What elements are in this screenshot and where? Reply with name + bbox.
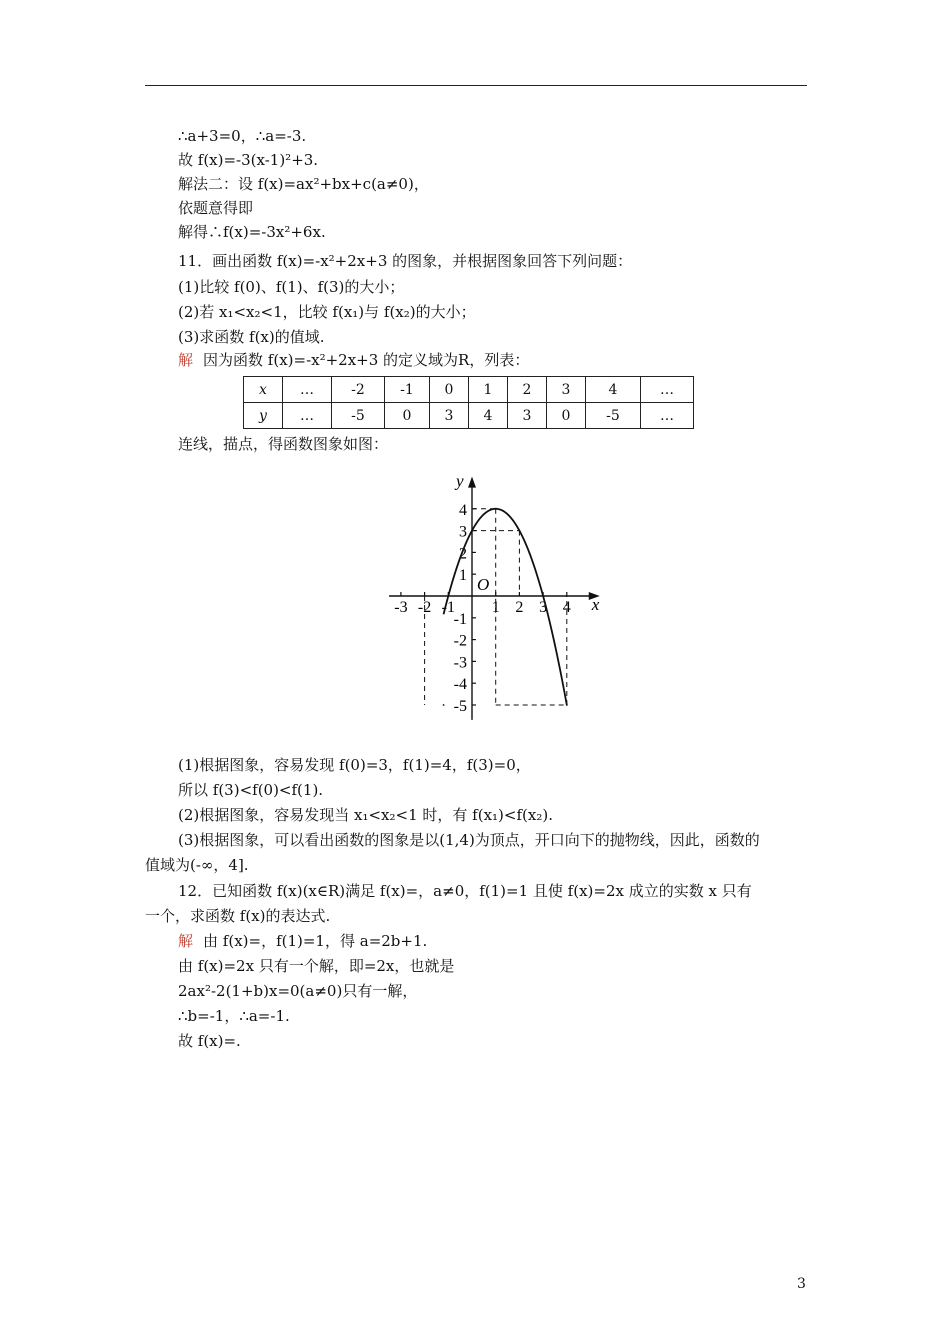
data-point	[495, 508, 497, 510]
solution-11-intro: 解 因为函数 f(x)=-x²+2x+3 的定义域为R，列表：	[178, 351, 530, 369]
table-cell: 0	[547, 403, 586, 429]
table-cell: 0	[385, 403, 430, 429]
table-cell: …	[641, 377, 694, 403]
x-tick-label: -3	[394, 599, 408, 616]
y-tick-label: 4	[459, 501, 467, 519]
x-tick-label: -1	[441, 599, 455, 616]
solution-label: 解	[178, 932, 194, 950]
y-tick-label: -3	[453, 654, 467, 672]
problem-11-part-3: (3)求函数 f(x)的值域.	[178, 328, 325, 346]
table-cell: 2	[508, 377, 547, 403]
y-axis-label: y	[456, 471, 464, 491]
answer-line: (3)根据图象，可以看出函数的图象是以(1,4)为顶点，开口向下的抛物线，因此，函数的	[178, 831, 760, 849]
x-tick-label: 2	[515, 599, 524, 616]
table-cell: 1	[469, 377, 508, 403]
y-tick-label: -2	[453, 632, 467, 650]
table-cell: 4	[586, 377, 641, 403]
solution-12-first: 解 由 f(x)=，f(1)=1，得 a=2b+1.	[178, 932, 428, 950]
problem-12-statement: 12．已知函数 f(x)(x∈R)满足 f(x)=，a≠0，f(1)=1 且使 f(x)=2x 成立的实数 x 只有	[178, 882, 752, 900]
table-cell: 4	[469, 403, 508, 429]
x-axis-label: x	[591, 595, 600, 614]
table-cell: …	[283, 403, 332, 429]
table-cell: …	[283, 377, 332, 403]
graph-caption: 连线，描点，得函数图象如图：	[178, 435, 389, 453]
text-line: 解得∴f(x)=-3x²+6x.	[178, 223, 326, 241]
data-point	[542, 595, 544, 597]
data-point	[566, 704, 568, 706]
table-cell: -5	[332, 403, 385, 429]
table-cell: 3	[508, 403, 547, 429]
table-cell: 3	[430, 403, 469, 429]
y-tick-label: 2	[459, 545, 467, 563]
table-cell: y	[244, 403, 283, 429]
y-tick-label: 3	[459, 523, 467, 541]
table-cell: x	[244, 377, 283, 403]
data-point	[471, 530, 473, 532]
answer-line: 所以 f(3)<f(0)<f(1).	[178, 781, 324, 799]
page-number: 3	[797, 1276, 806, 1292]
x-tick-label: 4	[562, 599, 571, 616]
problem-12-statement: 一个，求函数 f(x)的表达式.	[145, 907, 331, 925]
solution-12-line: 由 f(x)=2x 只有一个解，即=2x，也就是	[178, 957, 455, 975]
table-cell: 0	[430, 377, 469, 403]
problem-11-part-1: (1)比较 f(0)、f(1)、f(3)的大小；	[178, 278, 405, 296]
x-tick-label: 3	[539, 599, 548, 616]
table-cell: 3	[547, 377, 586, 403]
data-point	[443, 704, 445, 706]
y-tick-label: 1	[459, 567, 467, 585]
origin-label: O	[477, 575, 490, 594]
text-line: 依题意得即	[178, 199, 254, 217]
solution-12-line: ∴b=-1，∴a=-1.	[178, 1007, 290, 1025]
table-cell: -2	[332, 377, 385, 403]
y-tick-label: -4	[453, 676, 467, 694]
answer-line: 值域为(-∞，4].	[145, 856, 249, 874]
table-cell: …	[641, 403, 694, 429]
data-point	[447, 595, 449, 597]
problem-11-part-2: (2)若 x₁<x₂<1，比较 f(x₁)与 f(x₂)的大小；	[178, 303, 476, 321]
data-point	[519, 530, 521, 532]
y-tick-label: -5	[453, 698, 467, 715]
solution-12-line: 2ax²-2(1+b)x=0(a≠0)只有一解，	[178, 982, 418, 1000]
y-axis-arrow	[468, 477, 476, 488]
table-cell: -5	[586, 403, 641, 429]
solution-label: 解	[178, 351, 194, 369]
x-tick-label: 1	[491, 599, 500, 616]
answer-line: (1)根据图象，容易发现 f(0)=3，f(1)=4，f(3)=0，	[178, 756, 531, 774]
answer-line: (2)根据图象，容易发现当 x₁<x₂<1 时，有 f(x₁)<f(x₂).	[178, 806, 553, 824]
problem-11-statement: 11．画出函数 f(x)=-x²+2x+3 的图象，并根据图象回答下列问题：	[178, 252, 633, 270]
table-cell: -1	[385, 377, 430, 403]
text-line: 故 f(x)=-3(x-1)²+3.	[178, 151, 319, 169]
text-line: 解法二：设 f(x)=ax²+bx+c(a≠0)，	[178, 175, 429, 193]
solution-12-line: 故 f(x)=.	[178, 1032, 241, 1050]
x-tick-label: -2	[417, 599, 432, 616]
text-line: ∴a+3=0，∴a=-3.	[178, 127, 307, 145]
y-tick-label: -1	[453, 610, 467, 628]
